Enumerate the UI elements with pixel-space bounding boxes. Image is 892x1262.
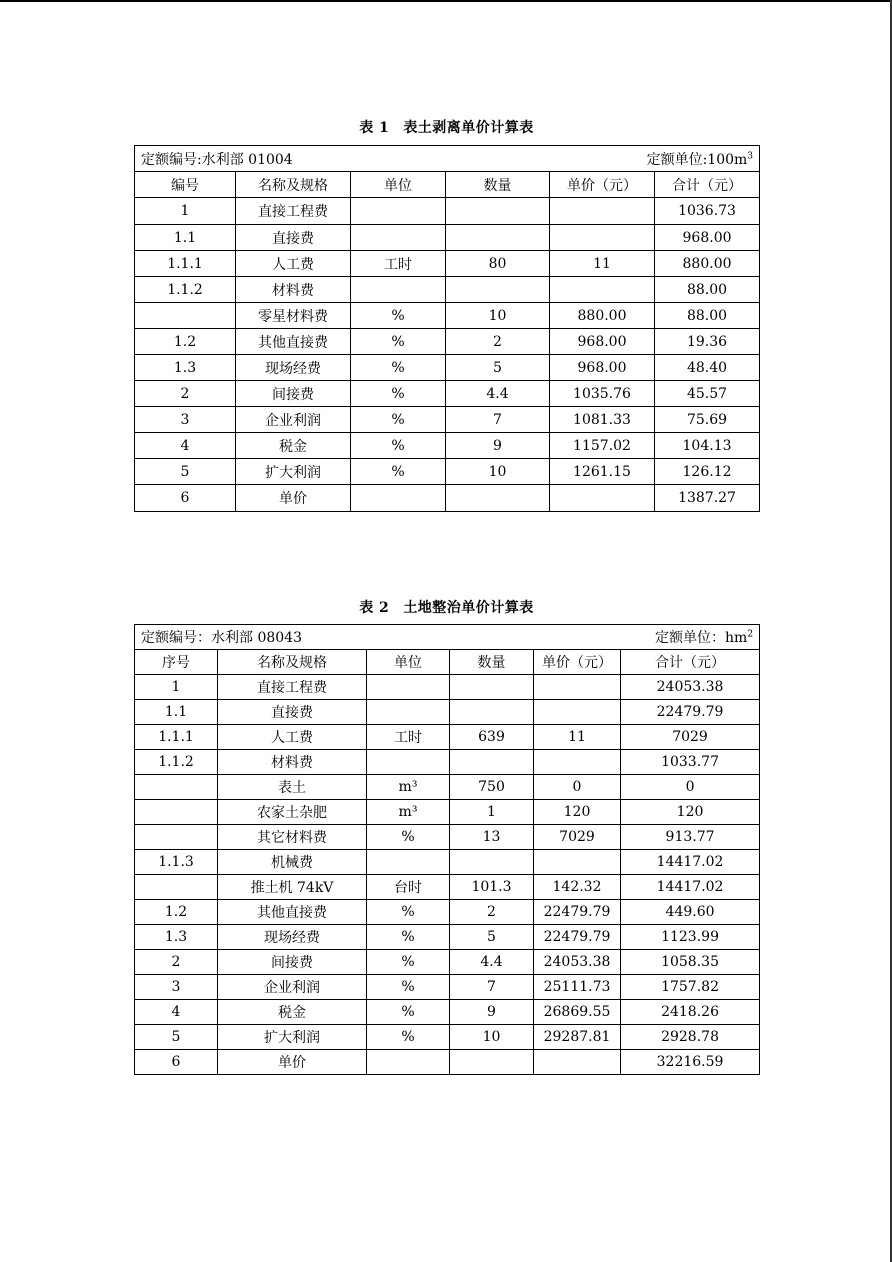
table2-row xyxy=(135,750,760,775)
table2-row xyxy=(135,775,760,800)
table1-row xyxy=(135,251,760,277)
table2-cell: 7 xyxy=(450,975,534,1000)
table2-cell xyxy=(450,675,534,700)
table2-caption-number: 表 2 xyxy=(359,600,390,616)
table1-cell: 880.00 xyxy=(550,303,655,329)
table2-header-row xyxy=(135,650,760,675)
table2-cell xyxy=(367,750,450,775)
table2-cell: 推土机 74kV xyxy=(218,875,367,900)
table1-cell: 直接费 xyxy=(236,225,351,251)
table2-cell: 1033.77 xyxy=(621,750,760,775)
table1-cell: 现场经费 xyxy=(236,355,351,381)
table2-column-header: 合计（元） xyxy=(621,650,760,675)
table1-row xyxy=(135,198,760,225)
table1-row xyxy=(135,225,760,251)
table1-cell: 1.1.2 xyxy=(135,277,236,303)
table1-caption xyxy=(134,117,759,137)
table2-row xyxy=(135,950,760,975)
table1-cell: 1157.02 xyxy=(550,433,655,459)
table2-cell: 现场经费 xyxy=(218,925,367,950)
table2-cell: 企业利润 xyxy=(218,975,367,1000)
table1-quota-unit-text: 定额单位:100m xyxy=(646,151,748,168)
table2 xyxy=(134,624,760,1075)
table2-cell: % xyxy=(367,1000,450,1025)
table1-cell xyxy=(550,485,655,512)
table2-row xyxy=(135,850,760,875)
table2-cell xyxy=(135,825,218,850)
table2-cell xyxy=(135,800,218,825)
table2-row xyxy=(135,1025,760,1050)
table2-cell: 1757.82 xyxy=(621,975,760,1000)
table1-cell xyxy=(550,277,655,303)
table2-cell: 913.77 xyxy=(621,825,760,850)
table2-cell xyxy=(367,675,450,700)
table2-cell: 工时 xyxy=(367,725,450,750)
table1-row xyxy=(135,355,760,381)
table2-cell: 4.4 xyxy=(450,950,534,975)
table2-cell: 13 xyxy=(450,825,534,850)
table2-cell xyxy=(450,700,534,725)
table2-cell: 间接费 xyxy=(218,950,367,975)
table2-cell: % xyxy=(367,950,450,975)
table1-quota-unit-sup: 3 xyxy=(747,150,754,161)
table2-cell: 1.1.2 xyxy=(135,750,218,775)
table1-cell xyxy=(446,277,550,303)
table2-cell xyxy=(135,875,218,900)
table1-cell xyxy=(351,277,446,303)
table1-cell: 零星材料费 xyxy=(236,303,351,329)
table2-cell: % xyxy=(367,925,450,950)
table2-cell: 24053.38 xyxy=(621,675,760,700)
table2-cell: 22479.79 xyxy=(621,700,760,725)
table2-cell xyxy=(450,850,534,875)
table2-cell xyxy=(367,700,450,725)
table1-cell: 126.12 xyxy=(655,459,760,485)
table1-column-header: 合计（元） xyxy=(655,172,760,198)
table2-cell xyxy=(135,775,218,800)
table1-row xyxy=(135,485,760,512)
table1-cell xyxy=(351,198,446,225)
table1-cell xyxy=(351,225,446,251)
table1-cell: % xyxy=(351,381,446,407)
table1-row xyxy=(135,381,760,407)
table2-row xyxy=(135,700,760,725)
table1-cell: 3 xyxy=(135,407,236,433)
table2-quota-row xyxy=(135,625,760,650)
table1-cell: 1.3 xyxy=(135,355,236,381)
table2-cell xyxy=(534,700,621,725)
table1-cell: 扩大利润 xyxy=(236,459,351,485)
table2-cell xyxy=(534,750,621,775)
table1-cell: 2 xyxy=(446,329,550,355)
table1-column-header: 名称及规格 xyxy=(236,172,351,198)
table1-cell: 1.1.1 xyxy=(135,251,236,277)
table2-cell xyxy=(450,750,534,775)
table2-cell xyxy=(367,850,450,875)
table1-cell: 80 xyxy=(446,251,550,277)
table2-cell: 1.1 xyxy=(135,700,218,725)
table1-quota-unit xyxy=(647,149,753,169)
table1-cell xyxy=(446,225,550,251)
table2-cell: 22479.79 xyxy=(534,900,621,925)
table1-cell xyxy=(135,303,236,329)
table1-cell: % xyxy=(351,355,446,381)
table1-cell: 968.00 xyxy=(550,329,655,355)
table2-cell xyxy=(367,1050,450,1075)
table1-cell: 1 xyxy=(135,198,236,225)
table1-cell: 9 xyxy=(446,433,550,459)
table2-cell: 750 xyxy=(450,775,534,800)
table2-cell: % xyxy=(367,1025,450,1050)
table2-caption xyxy=(134,597,759,617)
table1-cell: 880.00 xyxy=(655,251,760,277)
table1-cell: % xyxy=(351,303,446,329)
table2-cell: 0 xyxy=(534,775,621,800)
table1-row xyxy=(135,433,760,459)
table2-cell: 9 xyxy=(450,1000,534,1025)
table1-cell: % xyxy=(351,407,446,433)
table1-cell: 1081.33 xyxy=(550,407,655,433)
table2-cell: 5 xyxy=(450,925,534,950)
table2-cell: 0 xyxy=(621,775,760,800)
table2-column-header: 序号 xyxy=(135,650,218,675)
table2-column-header: 单价（元） xyxy=(534,650,621,675)
table2-cell: m³ xyxy=(367,775,450,800)
table1-cell xyxy=(446,198,550,225)
table2-cell: 1.1.1 xyxy=(135,725,218,750)
table1-cell: 1035.76 xyxy=(550,381,655,407)
table2-quota-unit-text: 定额单位：hm xyxy=(655,630,748,646)
table2-cell: 1.3 xyxy=(135,925,218,950)
table2-cell: 其它材料费 xyxy=(218,825,367,850)
table2-cell: 142.32 xyxy=(534,875,621,900)
table1-cell xyxy=(351,485,446,512)
table2-cell: 材料费 xyxy=(218,750,367,775)
table1-cell: 10 xyxy=(446,303,550,329)
table2-quota-unit xyxy=(655,627,753,647)
table2-cell: 1058.35 xyxy=(621,950,760,975)
table1-cell: 968.00 xyxy=(655,225,760,251)
table1-cell: 2 xyxy=(135,381,236,407)
table2-cell: 32216.59 xyxy=(621,1050,760,1075)
table2-cell: 2 xyxy=(450,900,534,925)
table1-cell: 1.1 xyxy=(135,225,236,251)
table1-cell: 11 xyxy=(550,251,655,277)
table1-caption-title: 表土剥离单价计算表 xyxy=(403,120,534,136)
table2-cell: 机械费 xyxy=(218,850,367,875)
table1-row xyxy=(135,329,760,355)
table1-cell: 5 xyxy=(135,459,236,485)
table2-cell: 台时 xyxy=(367,875,450,900)
table1-cell: % xyxy=(351,433,446,459)
table2-cell: 7029 xyxy=(621,725,760,750)
table2-cell: 11 xyxy=(534,725,621,750)
table1-cell: 968.00 xyxy=(550,355,655,381)
table2-cell: 6 xyxy=(135,1050,218,1075)
table1-cell: 5 xyxy=(446,355,550,381)
table2-row xyxy=(135,900,760,925)
page-top-border xyxy=(0,0,892,2)
table1-cell: 1036.73 xyxy=(655,198,760,225)
table2-cell: 120 xyxy=(534,800,621,825)
table1-column-header: 单位 xyxy=(351,172,446,198)
table2-cell: 14417.02 xyxy=(621,875,760,900)
table2-cell: 639 xyxy=(450,725,534,750)
table2-row xyxy=(135,1000,760,1025)
table2-cell: 2418.26 xyxy=(621,1000,760,1025)
table1-header-row xyxy=(135,172,760,198)
table2-cell: 22479.79 xyxy=(534,925,621,950)
table1-cell: 工时 xyxy=(351,251,446,277)
table1-quota-number: 定额编号:水利部 01004 xyxy=(141,151,293,168)
table2-cell: 1 xyxy=(450,800,534,825)
table2-cell xyxy=(450,1050,534,1075)
table1-cell: 单价 xyxy=(236,485,351,512)
table1-cell: 人工费 xyxy=(236,251,351,277)
table1-cell: 4.4 xyxy=(446,381,550,407)
table1-row xyxy=(135,303,760,329)
table1-column-header: 单价（元） xyxy=(550,172,655,198)
table2-cell: 4 xyxy=(135,1000,218,1025)
table1-cell: 税金 xyxy=(236,433,351,459)
table2-cell: 101.3 xyxy=(450,875,534,900)
table2-row xyxy=(135,675,760,700)
table1-cell: % xyxy=(351,329,446,355)
table1-cell xyxy=(550,225,655,251)
table2-row xyxy=(135,925,760,950)
table2-quota-number: 定额编号：水利部 08043 xyxy=(141,630,302,646)
table2-cell: 25111.73 xyxy=(534,975,621,1000)
table2-cell: 直接费 xyxy=(218,700,367,725)
table2-cell: 7029 xyxy=(534,825,621,850)
table1-cell: 直接工程费 xyxy=(236,198,351,225)
table2-cell: 农家土杂肥 xyxy=(218,800,367,825)
table2-row xyxy=(135,725,760,750)
table1-cell: 7 xyxy=(446,407,550,433)
table2-cell: % xyxy=(367,900,450,925)
table1-cell: 其他直接费 xyxy=(236,329,351,355)
table2-cell: 2928.78 xyxy=(621,1025,760,1050)
table1-cell: 材料费 xyxy=(236,277,351,303)
table1-cell: 75.69 xyxy=(655,407,760,433)
table2-cell: 449.60 xyxy=(621,900,760,925)
table2-cell xyxy=(534,850,621,875)
table1-cell: 48.40 xyxy=(655,355,760,381)
table1-cell: 1.2 xyxy=(135,329,236,355)
table1-cell xyxy=(550,198,655,225)
table2-cell: 1123.99 xyxy=(621,925,760,950)
table1 xyxy=(134,145,760,512)
table2-column-header: 数量 xyxy=(450,650,534,675)
table2-cell: 120 xyxy=(621,800,760,825)
table2-cell: 1 xyxy=(135,675,218,700)
table2-cell: m³ xyxy=(367,800,450,825)
table1-cell: 10 xyxy=(446,459,550,485)
table2-cell: 单价 xyxy=(218,1050,367,1075)
table1-cell: % xyxy=(351,459,446,485)
table1-quota-row xyxy=(135,146,760,172)
table2-cell: 税金 xyxy=(218,1000,367,1025)
table2-cell: 24053.38 xyxy=(534,950,621,975)
table2-column-header: 名称及规格 xyxy=(218,650,367,675)
table1-cell: 45.57 xyxy=(655,381,760,407)
table2-row xyxy=(135,825,760,850)
table2-quota-unit-sup: 2 xyxy=(747,629,754,640)
table2-cell: 人工费 xyxy=(218,725,367,750)
table2-caption-title: 土地整治单价计算表 xyxy=(403,600,534,616)
table2-cell: 10 xyxy=(450,1025,534,1050)
table1-cell: 4 xyxy=(135,433,236,459)
table2-cell: 1.1.3 xyxy=(135,850,218,875)
table2-cell xyxy=(534,1050,621,1075)
table2-row xyxy=(135,875,760,900)
table2-cell xyxy=(534,675,621,700)
table1-cell: 1261.15 xyxy=(550,459,655,485)
table2-row xyxy=(135,975,760,1000)
table2-row xyxy=(135,800,760,825)
table2-row xyxy=(135,1050,760,1075)
table1-column-header: 数量 xyxy=(446,172,550,198)
table1-cell: 1387.27 xyxy=(655,485,760,512)
table1-cell: 企业利润 xyxy=(236,407,351,433)
table2-cell: % xyxy=(367,825,450,850)
table2-cell: 3 xyxy=(135,975,218,1000)
table2-cell: 26869.55 xyxy=(534,1000,621,1025)
table2-cell: 1.2 xyxy=(135,900,218,925)
table1-cell: 19.36 xyxy=(655,329,760,355)
table2-column-header: 单位 xyxy=(367,650,450,675)
table2-cell: % xyxy=(367,975,450,1000)
table2-cell: 其他直接费 xyxy=(218,900,367,925)
table2-cell: 29287.81 xyxy=(534,1025,621,1050)
table2-cell: 表土 xyxy=(218,775,367,800)
table2-cell: 扩大利润 xyxy=(218,1025,367,1050)
table1-row xyxy=(135,277,760,303)
table2-cell: 2 xyxy=(135,950,218,975)
table1-cell: 6 xyxy=(135,485,236,512)
table1-cell: 88.00 xyxy=(655,277,760,303)
table1-cell: 104.13 xyxy=(655,433,760,459)
table1-column-header: 编号 xyxy=(135,172,236,198)
table2-cell: 直接工程费 xyxy=(218,675,367,700)
table2-cell: 14417.02 xyxy=(621,850,760,875)
table1-row xyxy=(135,407,760,433)
table1-row xyxy=(135,459,760,485)
table1-caption-number: 表 1 xyxy=(359,120,390,136)
table1-cell xyxy=(446,485,550,512)
table1-cell: 88.00 xyxy=(655,303,760,329)
table2-cell: 5 xyxy=(135,1025,218,1050)
table1-cell: 间接费 xyxy=(236,381,351,407)
